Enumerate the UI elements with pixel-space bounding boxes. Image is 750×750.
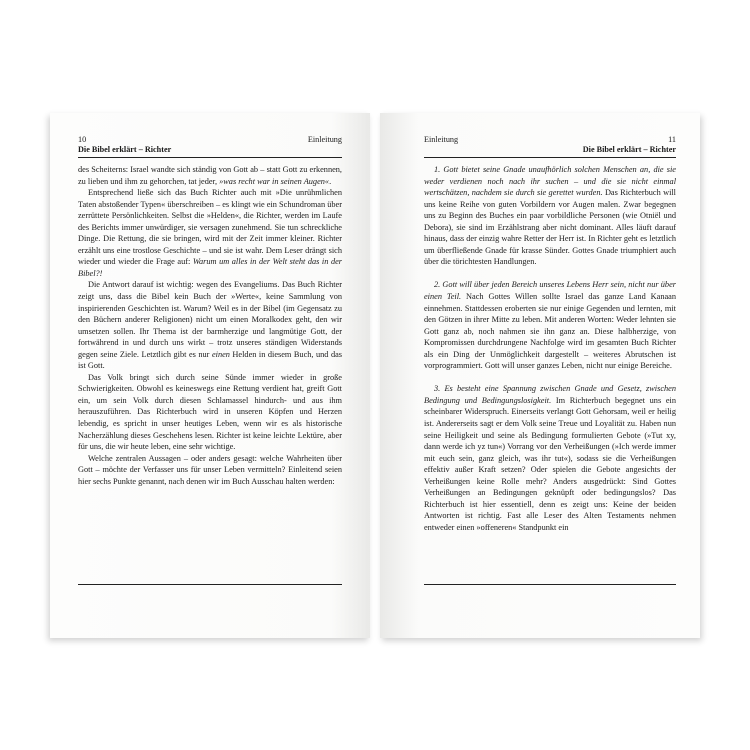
paragraph [78, 187, 342, 279]
italic-run: 1. Gott bietet seine Gnade unaufhörlich solchen Menschen an, die sie weder verdienen noch nach ihr suchen – und die sie nicht einmal wertschätzen, nachdem sie durch sie gerettet wurden. [424, 165, 676, 198]
text-run: Das Richterbuch will uns keine Reihe von guten Vorbildern vor Augen malen. Zwar begegnen uns zu Beginn des Buches ein paar vorbildliche Personen (wie Otniël und Debora), sie sind im Erzählstrang aber nicht dominant. Alles läuft darauf hinaus, dass der einzig wahre Retter der Herr ist. In Richter geht es letztlich um überfließende Gnade für krasse Sünder. Gottes Gnade triumphiert auch über die törichtesten Handlungen. [424, 188, 676, 267]
italic-run: einen [211, 349, 230, 359]
left-header-rule [78, 157, 342, 158]
text-run: Helden in diesem Buch, und das ist Gott. [78, 349, 343, 371]
numbered-point [424, 279, 676, 371]
text-run: Die Antwort darauf ist wichtig: wegen des Evangeliums. Das Buch Richter zeigt uns, dass die Bibel kein Buch der »Werte«, keine Sammlung von inspirierenden Geschichten ist. Warum? Weil es in der Bibel (im Gegensatz zu den Büchern anderer Religionen) nicht um einen Moralkodex geht, den wir umsetzen sollen. Ihr Thema ist der barmherzige und langmütige Gott, der fortwährend in und durch uns wirkt – trotz unseres ständigen Widerstands gegen seine Ziele. Letztlich gibt es nur [78, 280, 342, 359]
right-header-rule [424, 157, 676, 158]
left-page-number: 10 [78, 135, 87, 144]
numbered-point [424, 164, 676, 268]
right-footer-rule [424, 584, 676, 585]
paragraph [78, 372, 342, 453]
right-body-text [424, 164, 676, 534]
numbered-point [424, 383, 676, 533]
left-running-header [78, 135, 342, 155]
book-spread [50, 113, 700, 638]
italic-run: »was recht war in seinen Augen« [219, 176, 330, 186]
text-run: Im Richterbuch begegnet uns ein scheinbarer Widerspruch. Einerseits verlangt Gott Gehorsam, weil er heilig ist. Andererseits sagt er dem Volk seine Treue und Loyalität zu. Haben nun seine Heiligkeit und seine als Bedingung formulierten Gebote (»Tut xy, dann werde ich yz tun«) Vorrang vor den Verheißungen (»Ich werde immer mit euch sein, ganz gleich, was ihr tut«), sodass sie die Verheißungen effektiv außer Kraft setzen? Oder spielen die Gebote angesichts der Verheißungen keine Rolle mehr? Anders ausgedrückt: Sind Gottes Verheißungen an Bedingungen geknüpft oder bedingungslos? Das Richterbuch ist hier essentiell, denn es zeigt uns: Keine der beiden Antworten ist richtig. Fast alle Leser des Alten Testaments nehmen entweder einen »offeneren« Standpunkt ein [424, 395, 677, 532]
right-page [380, 113, 700, 638]
italic-run: 2. Gott will über jeden Bereich unseres Lebens Herr sein, nicht nur über einen Teil. [424, 280, 676, 302]
text-run: Welche zentralen Aussagen – oder anders gesagt: welche Wahrheiten über Gott – möchte der Verfasser uns für unser Leben vermitteln? Einleitend seien hier sechs Punkte genannt, nach denen wir im Buch Ausschau halten werden: [78, 453, 342, 486]
right-running-header [424, 135, 676, 155]
left-section-title: Einleitung [307, 135, 342, 144]
right-section-title: Einleitung [424, 135, 459, 144]
right-book-title: Die Bibel erklärt – Richter [582, 145, 676, 154]
left-body-text [78, 164, 342, 487]
left-book-title: Die Bibel erklärt – Richter [78, 145, 172, 154]
text-run: . [329, 176, 332, 186]
italic-run: 3. Es besteht eine Spannung zwischen Gnade und Gesetz, zwischen Bedingung und Bedingungslosigkeit. [424, 384, 676, 405]
left-page [50, 113, 370, 638]
right-page-number: 11 [668, 135, 676, 144]
italic-run: Warum um alles in der Welt steht das in der Bibel?! [78, 257, 343, 278]
text-run: Nach Gottes Willen sollte Israel das ganze Land Kanaan einnehmen. Stattdessen eroberten sie nur einige Gegenden und lernten, mit den Götzen in ihrer Mitte zu leben. Mit anderen Worten: Weder lehnten sie Gott ganz ab, noch nahmen sie ihn ganz an. Diese halbherzige, von Kompromissen durchdrungene Nachfolge wird im gesamten Buch Richter als ein Ding der Unmöglichkeit dargestellt – weiteres Abrutschen ist vorprogrammiert. Gott will unser ganzes Leben, nicht nur einige Bereiche. [424, 292, 676, 371]
text-run: des Scheiterns: Israel wandte sich ständig von Gott ab – statt Gott zu erkennen, zu lieben und ihm zu gehorchen, tat jeder, [78, 165, 342, 186]
left-footer-rule [78, 584, 342, 585]
paragraph [78, 453, 342, 488]
paragraph [78, 279, 342, 371]
text-run: Entsprechend ließe sich das Buch Richter auch mit »Die unrühmlichen Taten abstoßender Typen« überschreiben – es klingt wie ein Schundroman über zerrüttete Persönlichkeiten. Selbst die »Helden«, die Richter, werden im Laufe des Berichts immer unwürdiger, sie versagen zunehmend. Sie tun schreckliche Dinge. Die Rettung, die sie bringen, wird mit der Zeit immer kleiner. Richter erzählt uns eine trostlose Geschichte – und sie ist wahr. Dem Leser drängt sich wieder und wieder die Frage auf: [78, 188, 342, 267]
text-run: Das Volk bringt sich durch seine Sünde immer wieder in große Schwierigkeiten. Obwohl es keineswegs eine Rettung verdient hat, greift Gott ein, um sein Volk durch diesen Schlamassel hindurch- und aus ihm herauszuführen. Das Richterbuch wird in unseren Köpfen und Herzen lebendig, es spricht in unser heutiges Leben, wenn wir es als historische Nacherzählung dieses Geschehens lesen. Richter ist keine leichte Lektüre, aber für uns, die wir heute leben, eine sehr wichtige. [78, 372, 342, 452]
paragraph [78, 164, 342, 187]
